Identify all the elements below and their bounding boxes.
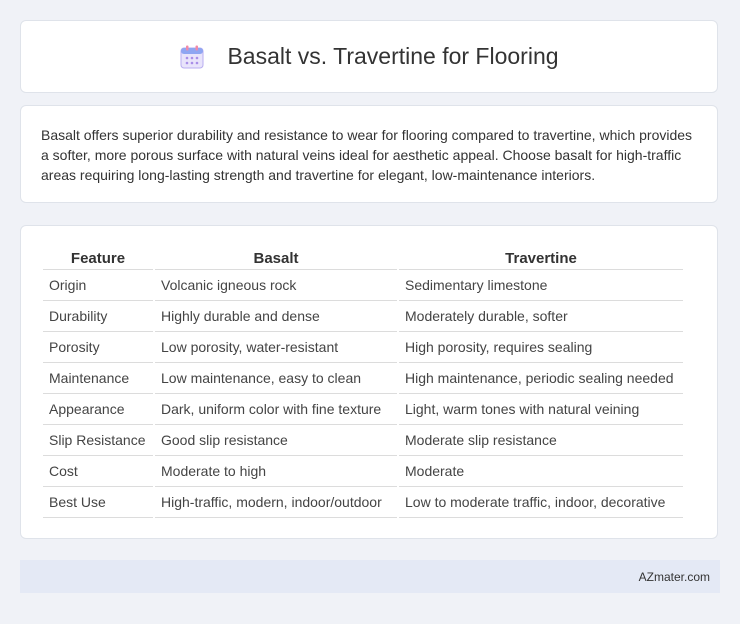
table-row (43, 301, 683, 332)
feature-cell: Best Use (43, 487, 153, 518)
travertine-cell: Moderate slip resistance (399, 425, 683, 456)
basalt-cell: Good slip resistance (155, 425, 397, 456)
column-header-travertine: Travertine (399, 247, 683, 270)
footer (20, 560, 720, 593)
feature-cell: Origin (43, 270, 153, 301)
basalt-cell: High-traffic, modern, indoor/outdoor (155, 487, 397, 518)
feature-cell: Slip Resistance (43, 425, 153, 456)
basalt-cell: Moderate to high (155, 456, 397, 487)
basalt-cell: Low maintenance, easy to clean (155, 363, 397, 394)
travertine-cell: High maintenance, periodic sealing needed (399, 363, 683, 394)
travertine-cell: Moderate (399, 456, 683, 487)
table-row (43, 425, 683, 456)
basalt-cell: Dark, uniform color with fine texture (155, 394, 397, 425)
title-card (20, 20, 718, 93)
feature-cell: Durability (43, 301, 153, 332)
table-header-row (43, 247, 683, 270)
travertine-cell: Moderately durable, softer (399, 301, 683, 332)
column-header-feature: Feature (43, 247, 153, 270)
table-row (43, 487, 683, 518)
comparison-card (20, 225, 718, 539)
table-row (43, 332, 683, 363)
feature-cell: Cost (43, 456, 153, 487)
column-header-basalt: Basalt (155, 247, 397, 270)
feature-cell: Maintenance (43, 363, 153, 394)
intro-card (20, 105, 718, 203)
basalt-cell: Low porosity, water-resistant (155, 332, 397, 363)
travertine-cell: Sedimentary limestone (399, 270, 683, 301)
feature-cell: Appearance (43, 394, 153, 425)
travertine-cell: Light, warm tones with natural veining (399, 394, 683, 425)
travertine-cell: High porosity, requires sealing (399, 332, 683, 363)
basalt-cell: Highly durable and dense (155, 301, 397, 332)
page-title: Basalt vs. Travertine for Flooring (227, 43, 559, 69)
footer-brand[interactable]: AZmater.com (638, 569, 710, 584)
basalt-cell: Volcanic igneous rock (155, 270, 397, 301)
table-row (43, 363, 683, 394)
travertine-cell: Low to moderate traffic, indoor, decorative (399, 487, 683, 518)
table-row (43, 456, 683, 487)
table-row (43, 270, 683, 301)
comparison-table (41, 247, 685, 518)
feature-cell: Porosity (43, 332, 153, 363)
intro-text: Basalt offers superior durability and resistance to wear for flooring compared to travertine, which provides a softer, more porous surface with natural veins ideal for aesthetic appeal. Choose basalt for high-traffic areas requiring long-lasting strength and travertine for elegant, low-maintenance interiors. (41, 127, 693, 183)
table-row (43, 394, 683, 425)
calendar-icon (179, 44, 205, 70)
